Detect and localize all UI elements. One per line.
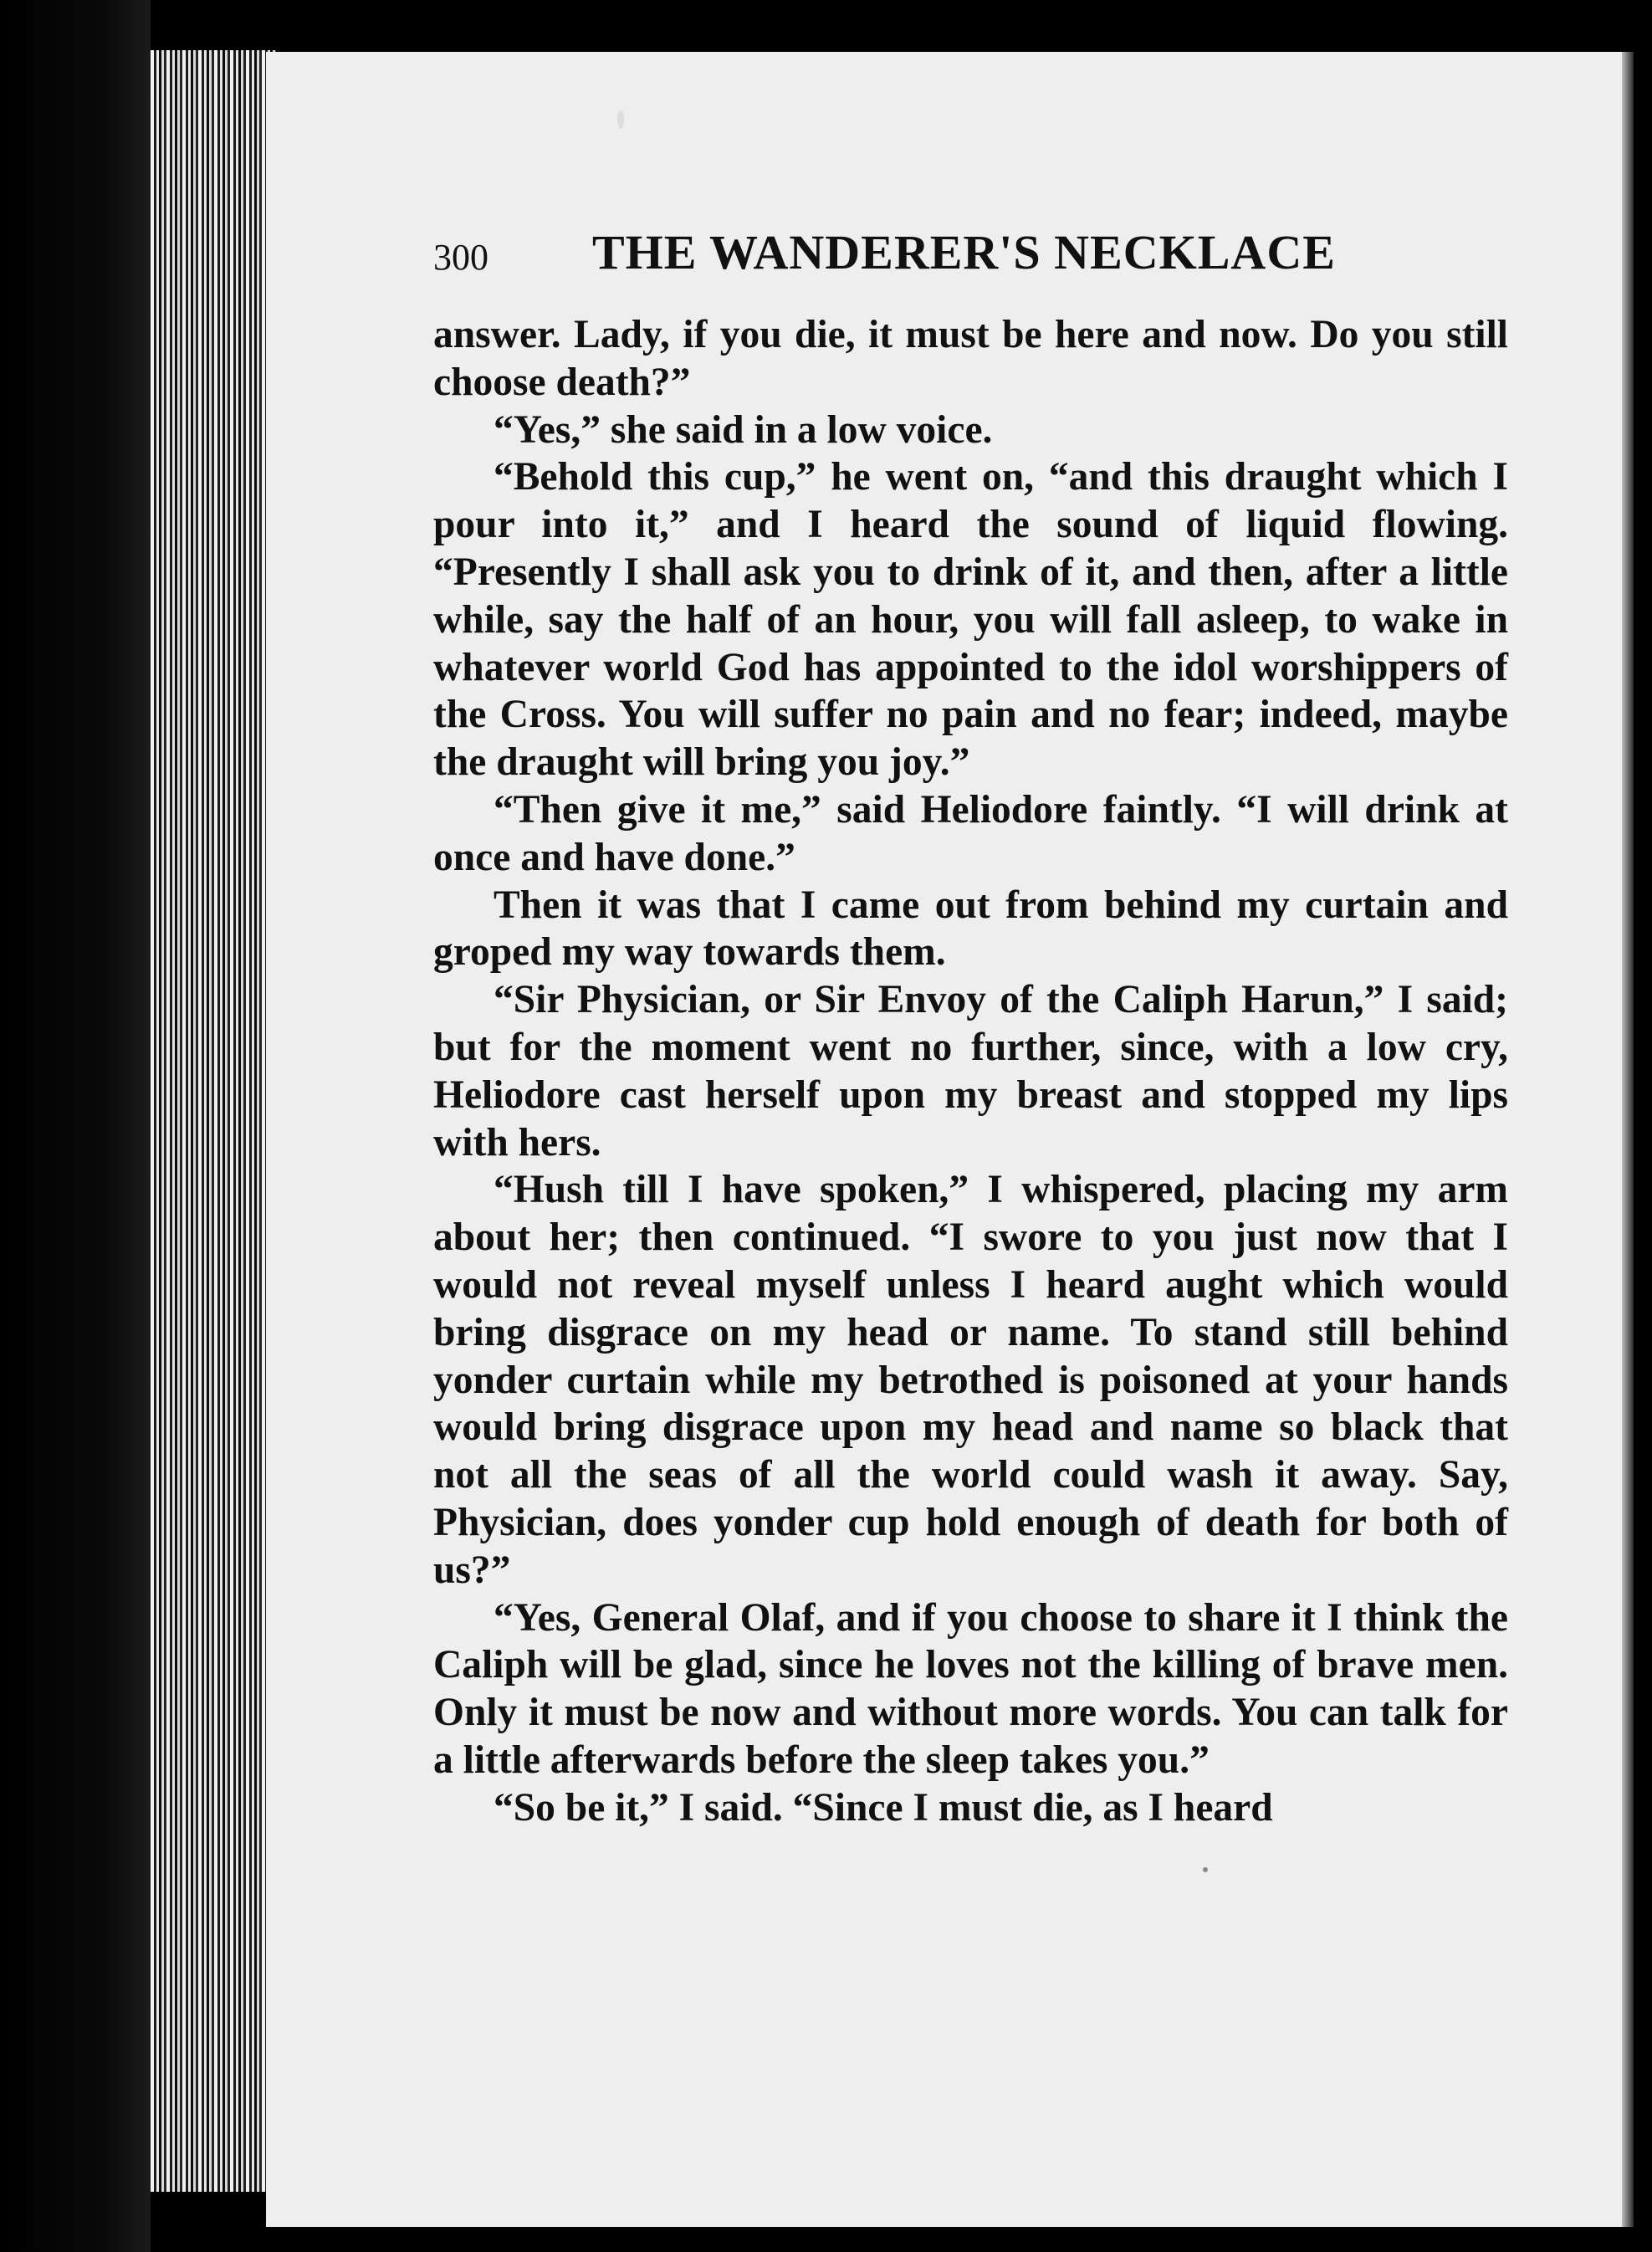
paragraph: “Yes, General Olaf, and if you choose to share it I think the Caliph will be glad, since he loves not the killing of brave men. Only it must be now and without more words. You can talk for a little afterwards before the sleep takes you.” <box>433 1595 1508 1782</box>
paragraph: “So be it,” I said. “Since I must die, as I heard <box>494 1785 1273 1830</box>
paragraph: Then it was that I came out from behind my curtain and groped my way towards them. <box>433 883 1508 975</box>
paragraph-continued: answer. Lady, if you die, it must be here and now. Do you still choose death?” <box>433 313 1508 404</box>
paragraph: “Behold this cup,” he went on, “and this draught which I pour into it,” and I heard the sound of liquid flowing. “Presently I shall ask you to drink of it, and then, after a little while, say the half of an hour, you will fall asleep, to wake in whatever world God has appointed to the idol worshippers of the Cross. You will suffer no pain and no fear; indeed, maybe the draught will bring you joy.” <box>433 455 1508 785</box>
book-page <box>266 52 1634 2227</box>
paragraph: “Sir Physician, or Sir Envoy of the Caliph Harun,” I said; but for the moment went no further, since, with a low cry, Heliodore cast herself upon my breast and stopped my lips with hers. <box>433 978 1508 1164</box>
paper-speck <box>1203 1867 1208 1872</box>
paragraph: “Then give it me,” said Heliodore faintly. “I will drink at once and have done.” <box>433 787 1508 879</box>
page-text-block <box>433 219 1508 1832</box>
paper-speck <box>617 110 624 129</box>
page-number: 300 <box>433 237 488 278</box>
scan-background-left <box>0 0 151 2252</box>
book-page-edges <box>151 50 276 2192</box>
paragraph: “Yes,” she said in a low voice. <box>494 407 993 452</box>
running-head <box>433 219 1508 311</box>
running-title: THE WANDERER'S NECKLACE <box>592 225 1336 279</box>
paragraph: “Hush till I have spoken,” I whispered, placing my arm about her; then continued. “I swore to you just now that I would not reveal myself unless I heard aught which would bring disgrace on my head or name. To stand still behind yonder curtain while my betrothed is poisoned at your hands would bring disgrace upon my head and name so black that not all the seas of all the world could wash it away. Say, Physician, does yonder cup hold enough of death for both of us?” <box>433 1168 1508 1592</box>
